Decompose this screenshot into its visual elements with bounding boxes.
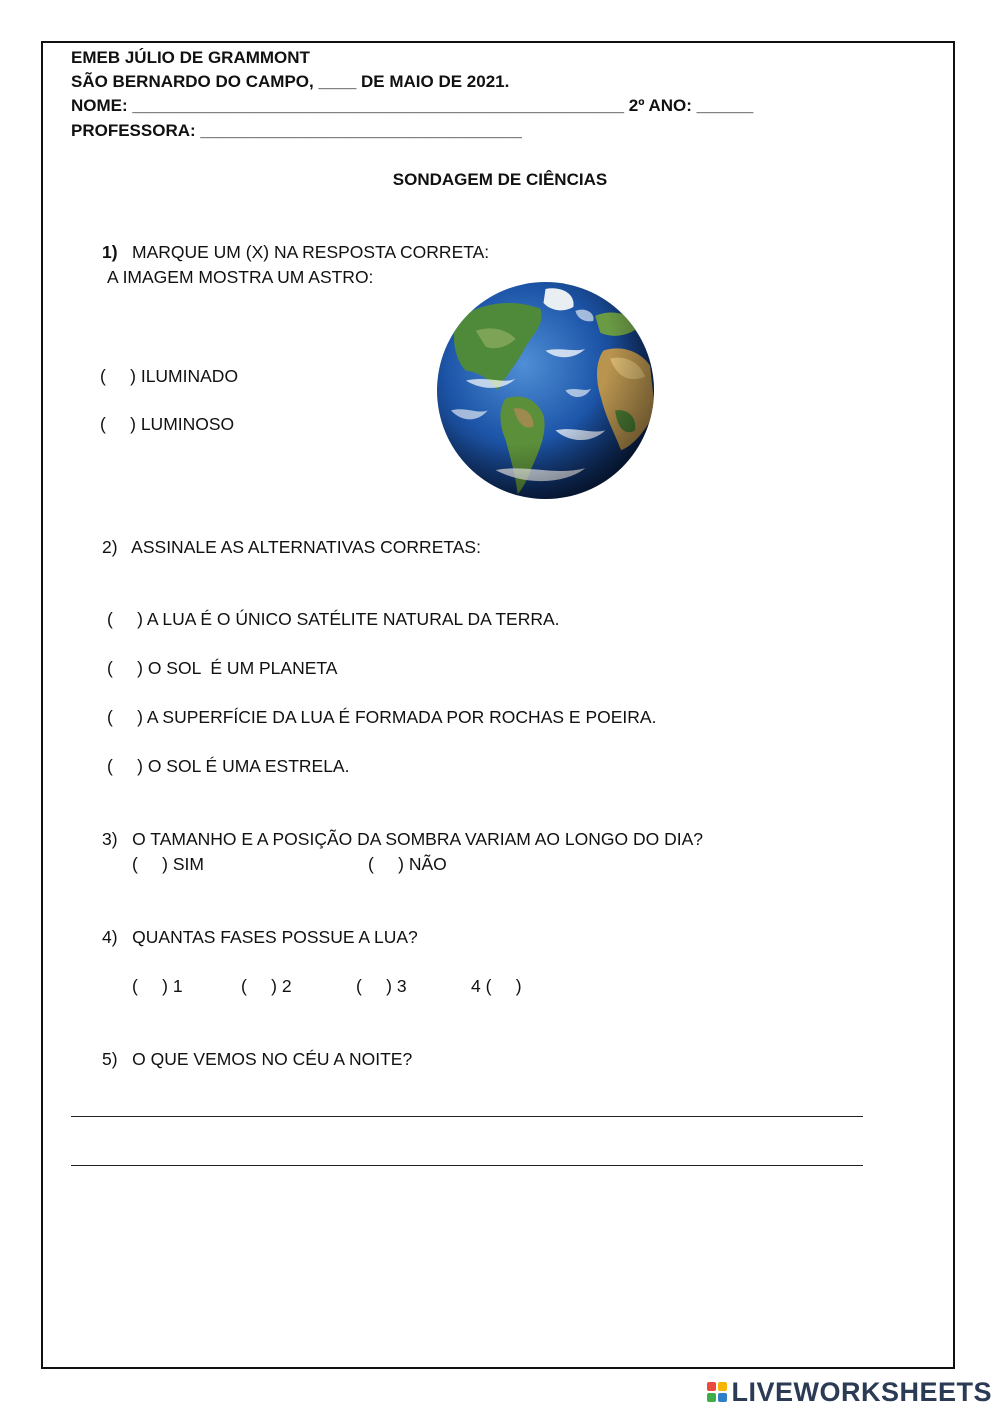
q4-option-4[interactable]: 4 ( ) xyxy=(471,976,522,996)
worksheet-title: SONDAGEM DE CIÊNCIAS xyxy=(392,170,608,189)
q4-option-1[interactable]: ( ) 1 xyxy=(132,976,183,996)
q5-answer-line-2[interactable] xyxy=(71,1165,863,1166)
earth-globe-image xyxy=(436,281,655,500)
q2-option-1[interactable]: ( ) A LUA É O ÚNICO SATÉLITE NATURAL DA TERRA. xyxy=(107,609,560,629)
student-name-line: NOME: ____________________________________________________ 2º ANO: ______ xyxy=(71,96,754,115)
date-line: SÃO BERNARDO DO CAMPO, ____ DE MAIO DE 2021. xyxy=(71,72,510,91)
q1-option-luminoso[interactable]: ( ) LUMINOSO xyxy=(100,414,235,434)
q4-option-2[interactable]: ( ) 2 xyxy=(241,976,292,996)
q5-prompt: 5) O QUE VEMOS NO CÉU A NOITE? xyxy=(102,1049,413,1069)
liveworksheets-logo xyxy=(707,1377,992,1407)
liveworksheets-logo-icon xyxy=(707,1382,727,1402)
q2-option-2[interactable]: ( ) O SOL É UM PLANETA xyxy=(107,658,338,678)
q3-prompt: 3) O TAMANHO E A POSIÇÃO DA SOMBRA VARIAM AO LONGO DO DIA? xyxy=(102,829,703,849)
worksheet-border xyxy=(41,41,955,1369)
school-name: EMEB JÚLIO DE GRAMMONT xyxy=(71,48,310,67)
q1-prompt: MARQUE UM (X) NA RESPOSTA CORRETA: xyxy=(132,242,490,262)
q1-number: 1) xyxy=(102,242,118,262)
liveworksheets-brand-name: LIVEWORKSHEETS xyxy=(731,1376,992,1407)
q4-prompt: 4) QUANTAS FASES POSSUE A LUA? xyxy=(102,927,418,947)
q2-option-4[interactable]: ( ) O SOL É UMA ESTRELA. xyxy=(107,756,350,776)
q3-option-sim[interactable]: ( ) SIM xyxy=(132,854,204,874)
q5-answer-line-1[interactable] xyxy=(71,1116,863,1117)
q2-prompt: 2) ASSINALE AS ALTERNATIVAS CORRETAS: xyxy=(102,537,481,557)
q2-option-3[interactable]: ( ) A SUPERFÍCIE DA LUA É FORMADA POR ROCHAS E POEIRA. xyxy=(107,707,657,727)
q4-option-3[interactable]: ( ) 3 xyxy=(356,976,407,996)
teacher-line: PROFESSORA: __________________________________ xyxy=(71,121,522,140)
q1-subprompt: A IMAGEM MOSTRA UM ASTRO: xyxy=(107,267,374,287)
q3-option-nao[interactable]: ( ) NÃO xyxy=(368,854,447,874)
q1-option-iluminado[interactable]: ( ) ILUMINADO xyxy=(100,366,239,386)
